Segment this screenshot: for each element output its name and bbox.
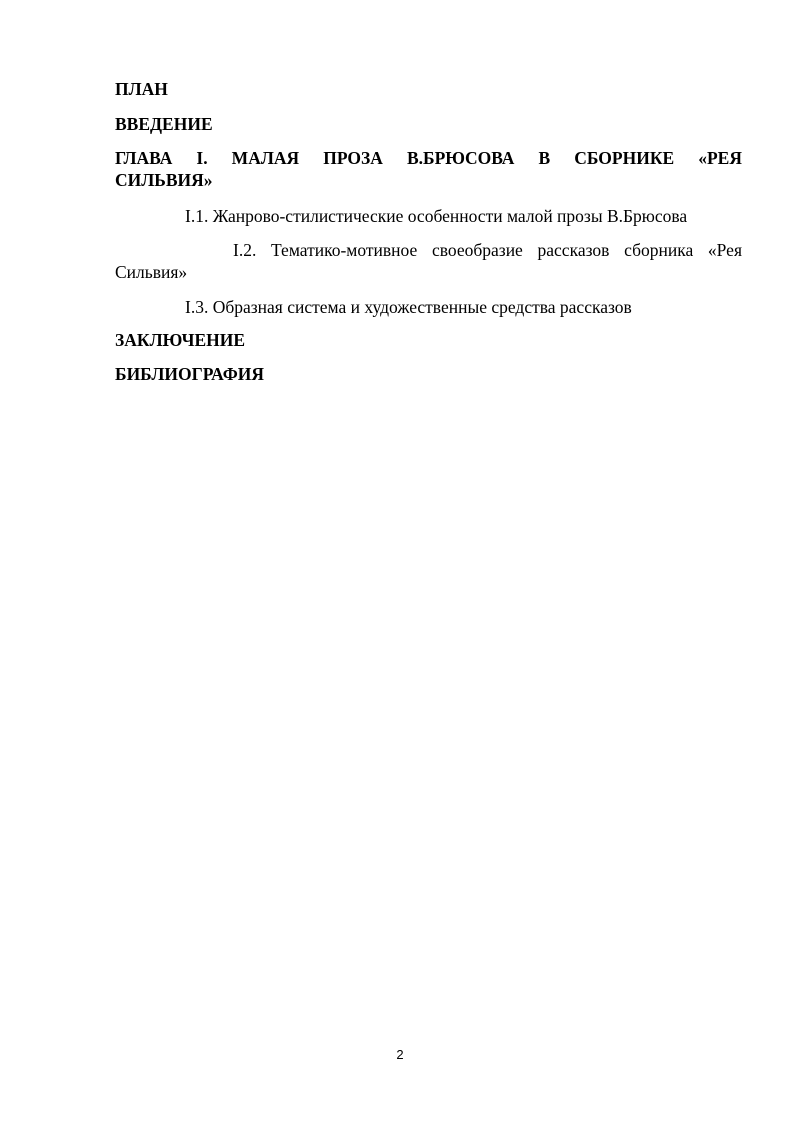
section-1-3: I.3. Образная система и художественные средства рассказов [185, 297, 632, 317]
page-number: 2 [396, 1047, 404, 1062]
section-1-2-line-2: Сильвия» [115, 262, 188, 282]
plan-heading: ПЛАН [115, 79, 168, 99]
section-1-2 [115, 239, 742, 283]
chapter-heading-line-1: ГЛАВА I. МАЛАЯ ПРОЗА В.БРЮСОВА В СБОРНИКЕ «РЕЯ [115, 148, 742, 168]
conclusion-heading: ЗАКЛЮЧЕНИЕ [115, 330, 246, 350]
chapter-heading-line-2: СИЛЬВИЯ» [115, 170, 213, 190]
bibliography-heading: БИБЛИОГРАФИЯ [115, 364, 264, 384]
section-1-2-line-1: I.2. Тематико-мотивное своеобразие рассказов сборника «Рея [233, 240, 742, 260]
chapter-heading [115, 147, 742, 191]
section-1-1: I.1. Жанрово-стилистические особенности малой прозы В.Брюсова [185, 206, 688, 226]
intro-heading: ВВЕДЕНИЕ [115, 114, 213, 134]
